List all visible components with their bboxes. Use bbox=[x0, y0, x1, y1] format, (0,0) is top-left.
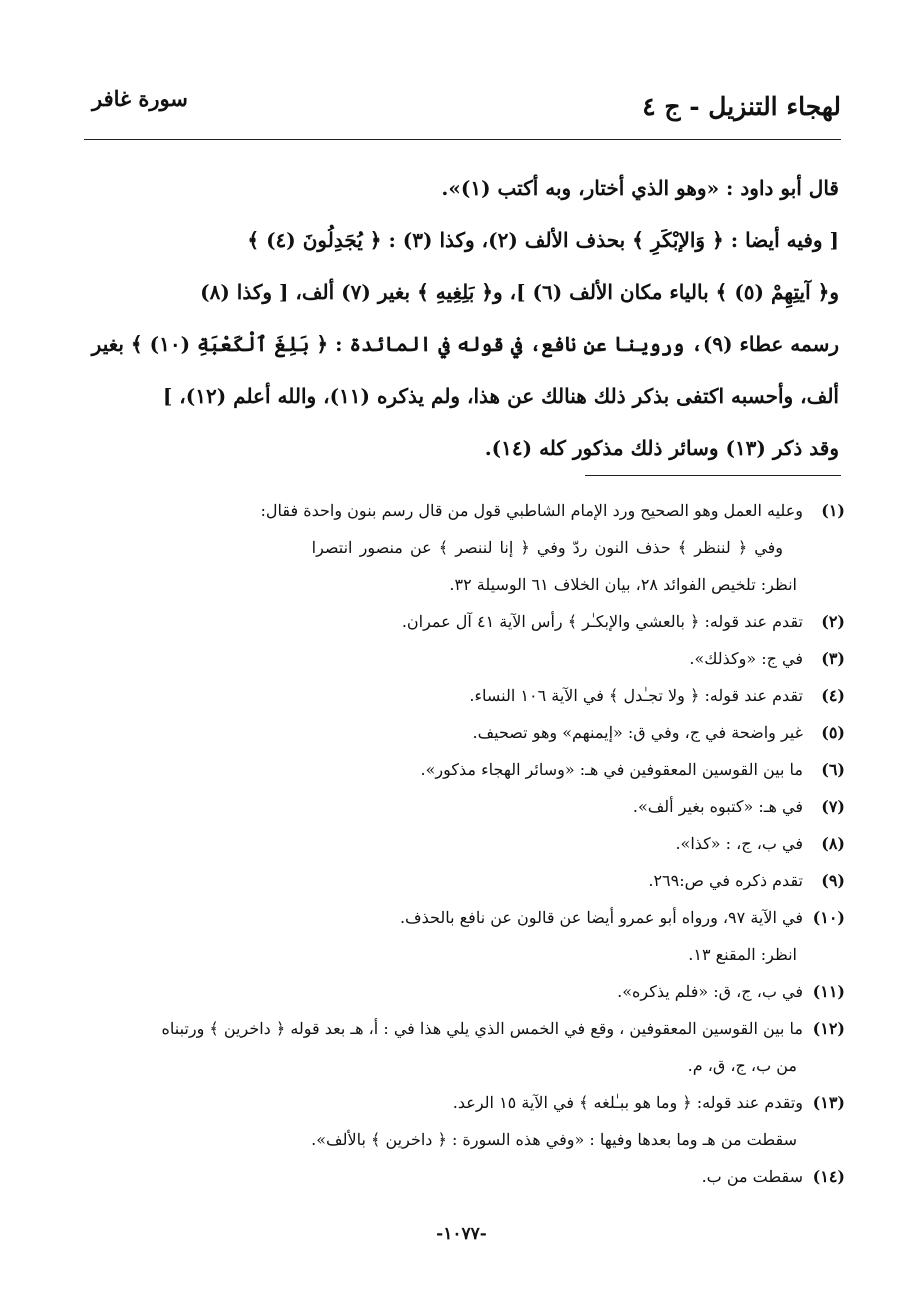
footnote-text: في ج: «وكذلك». bbox=[689, 649, 803, 668]
main-text-line: رسمه عطاء (٩)، وروينا عن نافع، في قوله في المائدة : ﴿ بَلِغَ ٱلْكَعْبَةِ (١٠) ﴾ بغير bbox=[91, 332, 839, 356]
footnote bbox=[78, 825, 845, 862]
footnote bbox=[78, 973, 845, 1010]
footnote bbox=[78, 714, 845, 751]
footnote-divider bbox=[585, 475, 841, 476]
footnote-text: في هـ: «كتبوه بغير ألف». bbox=[632, 797, 803, 816]
footnote bbox=[78, 899, 845, 936]
main-text-line: و﴿ آيتِهِمْ (٥) ﴾ بالياء مكان الألف (٦) ]، و﴿ بَلِغِيهِ ﴾ بغير (٧) ألف، [ وكذا (٨) bbox=[200, 280, 839, 304]
footnote-number: (١٢) bbox=[812, 1019, 845, 1038]
footnote-text: ما بين القوسين المعقوفين ، وقع في الخمس الذي يلي هذا في : أ، هـ بعد قوله ﴿ داخرين ﴾ ورتبناه bbox=[161, 1019, 803, 1038]
footnote bbox=[78, 677, 845, 714]
footnote-text: انظر: تلخيص الفوائد ٢٨، بيان الخلاف ٦١ الوسيلة ٣٢. bbox=[449, 575, 797, 594]
footnotes bbox=[78, 492, 845, 1195]
footnote-number: (١) bbox=[821, 501, 845, 520]
footnote-number: (١٣) bbox=[812, 1093, 845, 1112]
footnote-continuation bbox=[78, 1047, 845, 1084]
footnote-text: في ب، ج، ق: «فلم يذكره». bbox=[617, 982, 803, 1001]
footnote-number: (٣) bbox=[821, 649, 845, 668]
footnote-number: (١١) bbox=[812, 982, 845, 1001]
footnote bbox=[78, 603, 845, 640]
footnote-text: وتقدم عند قوله: ﴿ وما هو ببـٰلغه ﴾ في الآية ١٥ الرعد. bbox=[452, 1093, 803, 1112]
footnote-text: تقدم عند قوله: ﴿ بالعشي والإبكـٰر ﴾ رأس الآية ٤١ آل عمران. bbox=[401, 612, 803, 631]
page-number: -١٠٧٧- bbox=[436, 1224, 487, 1244]
footnote-text: في الآية ٩٧، ورواه أبو عمرو أيضا عن قالون عن نافع بالحذف. bbox=[399, 908, 803, 927]
footnote-text: سقطت من هـ وما بعدها وفيها : «وفي هذه السورة : ﴿ داخرين ﴾ بالألف». bbox=[311, 1130, 797, 1149]
footnote-continuation bbox=[78, 1121, 845, 1158]
main-text-line: ألف، وأحسبه اكتفى بذكر ذلك هنالك عن هذا، ولم يذكره (١١)، والله أعلم (١٢)، ] bbox=[162, 384, 839, 408]
footnote-continuation bbox=[78, 529, 845, 566]
main-text-line: [ وفيه أيضا : ﴿ وَالإبْكَرِ ﴾ بحذف الألف (٢)، وكذا (٣) : ﴿ يُجَدِلُونَ (٤) ﴾ bbox=[247, 228, 839, 252]
footnote-text: سقطت من ب. bbox=[701, 1167, 803, 1186]
footnote-text: انظر: المقنع ١٣. bbox=[688, 945, 797, 964]
footnote-text: تقدم ذكره في ص:٢٦٩. bbox=[648, 871, 803, 890]
footnote bbox=[78, 1158, 845, 1195]
footnote-text: وعليه العمل وهو الصحيح ورد الإمام الشاطبي قول من قال رسم بنون واحدة فقال: bbox=[260, 501, 803, 520]
footnote-number: (١٠) bbox=[812, 908, 845, 927]
footnote-continuation bbox=[78, 936, 845, 973]
footnote bbox=[78, 751, 845, 788]
footnote-number: (٦) bbox=[821, 760, 845, 779]
footnote-number: (١٤) bbox=[812, 1167, 845, 1186]
footnote-text: وفي ﴿ لننظر ﴾ حذف النون ردّ وفي ﴿ إنا لننصر ﴾ عن منصور انتصرا bbox=[311, 538, 783, 557]
footnote-number: (٥) bbox=[821, 723, 845, 742]
main-text bbox=[79, 162, 839, 474]
main-text-line: وقد ذكر (١٣) وسائر ذلك مذكور كله (١٤). bbox=[484, 436, 839, 460]
footnote bbox=[78, 1010, 845, 1047]
main-text-line: قال أبو داود : «وهو الذي أختار، وبه أكتب (١)». bbox=[441, 176, 839, 200]
footnote bbox=[78, 862, 845, 899]
footnote-number: (٤) bbox=[821, 686, 845, 705]
footnote-number: (٨) bbox=[821, 834, 845, 853]
footnote-continuation bbox=[78, 566, 845, 603]
footnote-text: تقدم عند قوله: ﴿ ولا تجـٰدل ﴾ في الآية ١٠٦ النساء. bbox=[469, 686, 803, 705]
footnote bbox=[78, 788, 845, 825]
footnote bbox=[78, 492, 845, 529]
footnote-text: في ب، ج، : «كذا». bbox=[675, 834, 803, 853]
footnote-number: (٩) bbox=[821, 871, 845, 890]
footnote-text: من ب، ج، ق، م. bbox=[687, 1056, 797, 1075]
footnote-text: ما بين القوسين المعقوفين في هـ: «وسائر الهجاء مذكور». bbox=[420, 760, 803, 779]
footnote-number: (٧) bbox=[821, 797, 845, 816]
footnote bbox=[78, 1084, 845, 1121]
running-head-book-title: لهجاء التنزيل - ج ٤ bbox=[642, 92, 841, 121]
footnote bbox=[78, 640, 845, 677]
footnote-number: (٢) bbox=[821, 612, 845, 631]
running-head-surah: سورة غافر bbox=[92, 86, 188, 111]
header-divider bbox=[84, 139, 841, 140]
footnote-text: غير واضحة في ج، وفي ق: «إيمنهم» وهو تصحيف. bbox=[472, 723, 803, 742]
